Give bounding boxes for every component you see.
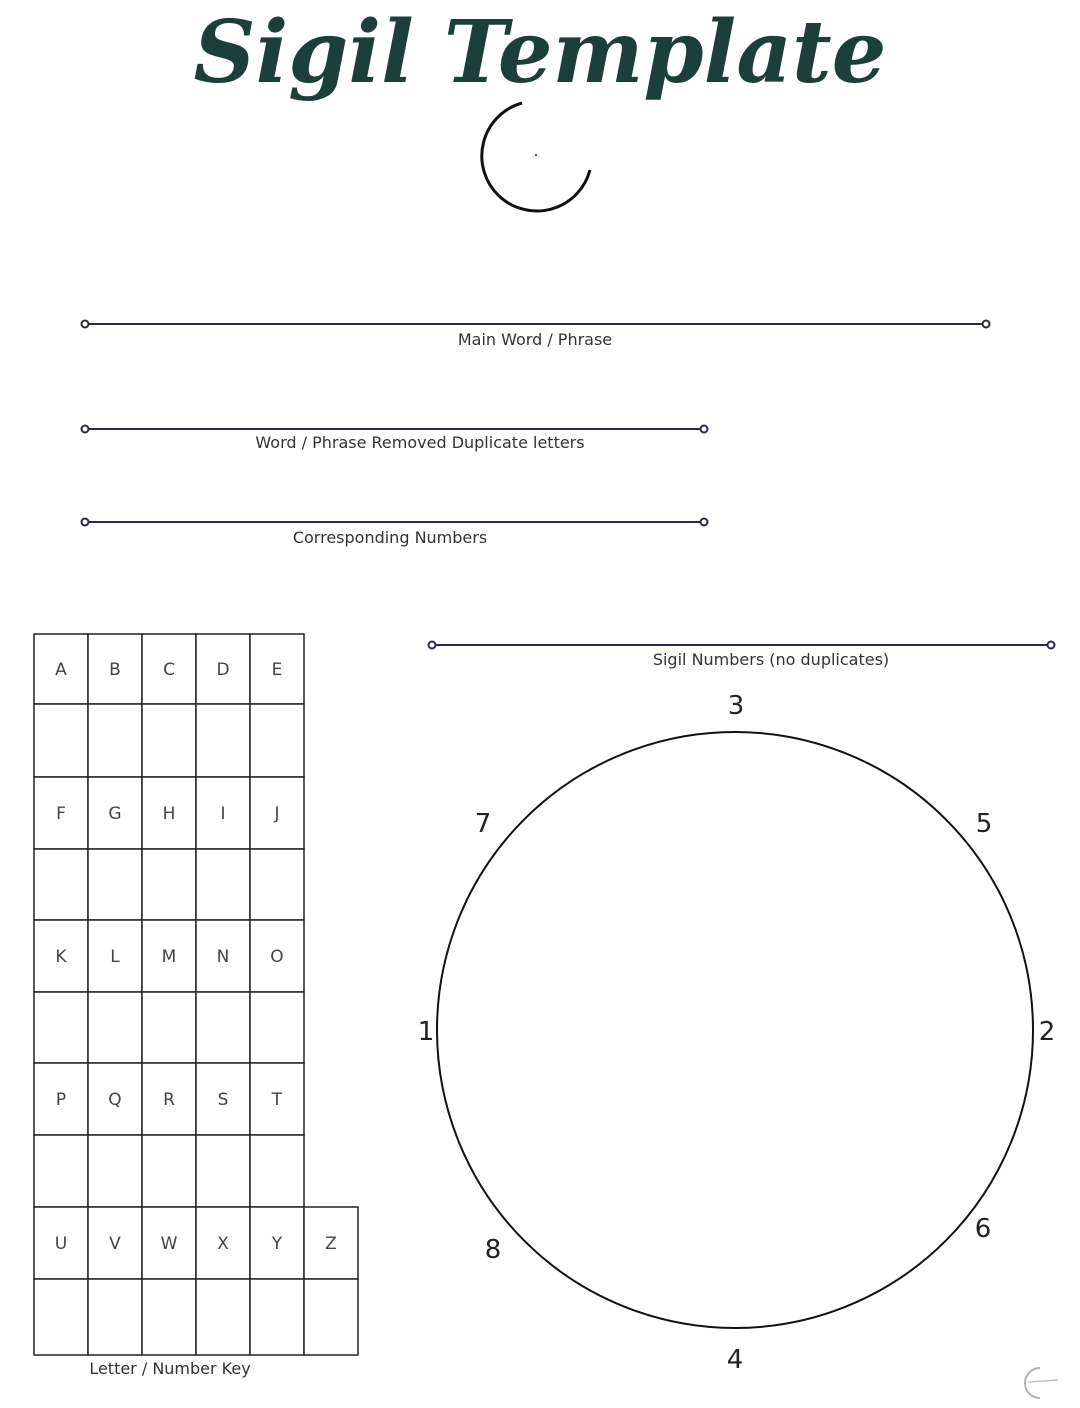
key-number-cell[interactable]: [142, 992, 196, 1063]
key-number-cell[interactable]: [250, 704, 304, 777]
letter-number-key-grid: [34, 634, 358, 1355]
key-letter: V: [109, 1234, 121, 1254]
main-phrase-line[interactable]: [82, 321, 990, 328]
key-letter: S: [217, 1090, 229, 1110]
key-letter: P: [55, 1090, 67, 1110]
key-letter: J: [274, 804, 280, 824]
key-number-cell[interactable]: [196, 1135, 250, 1207]
sigil-circle[interactable]: [437, 732, 1033, 1328]
key-letter: Q: [108, 1090, 122, 1110]
removed-duplicates-label: Word / Phrase Removed Duplicate letters: [255, 433, 585, 452]
sigil-numbers-line[interactable]: [429, 642, 1055, 649]
key-number-cell[interactable]: [34, 704, 88, 777]
key-number-cell[interactable]: [88, 992, 142, 1063]
circle-number-lower-left: 8: [484, 1235, 502, 1265]
circle-number-right: 2: [1038, 1017, 1056, 1047]
circle-number-lower-right: 6: [974, 1214, 992, 1244]
key-letter: W: [160, 1234, 178, 1254]
key-number-cell[interactable]: [34, 1135, 88, 1207]
key-number-cell[interactable]: [250, 992, 304, 1063]
circle-number-bottom: 4: [726, 1345, 744, 1375]
key-number-cell[interactable]: [88, 1279, 142, 1355]
key-letter: D: [216, 660, 230, 680]
key-letter: C: [163, 660, 175, 680]
key-number-cell[interactable]: [142, 1135, 196, 1207]
key-letter: L: [110, 947, 120, 967]
key-number-cell[interactable]: [250, 1279, 304, 1355]
key-letter: O: [270, 947, 284, 967]
key-number-cell[interactable]: [142, 1279, 196, 1355]
page-title: Sigil Template: [193, 2, 887, 103]
circle-number-left: 1: [417, 1017, 435, 1047]
key-letter: I: [220, 804, 226, 824]
key-number-cell[interactable]: [88, 849, 142, 920]
key-letter: Y: [271, 1234, 283, 1254]
moon-icon: [482, 103, 590, 211]
key-letter: G: [108, 804, 122, 824]
circle-number-top: 3: [727, 691, 745, 721]
circle-number-upper-right: 5: [975, 809, 993, 839]
key-letter: F: [56, 804, 66, 824]
key-number-cell[interactable]: [142, 849, 196, 920]
key-number-cell[interactable]: [250, 1135, 304, 1207]
key-letter: B: [109, 660, 121, 680]
key-number-cell[interactable]: [88, 1135, 142, 1207]
key-letter: N: [216, 947, 230, 967]
key-number-cell[interactable]: [196, 1279, 250, 1355]
main-phrase-label: Main Word / Phrase: [457, 330, 613, 349]
removed-duplicates-line[interactable]: [82, 426, 708, 433]
key-letter: K: [55, 947, 67, 967]
key-number-cell[interactable]: [250, 849, 304, 920]
key-letter: U: [54, 1234, 68, 1254]
key-number-cell[interactable]: [196, 992, 250, 1063]
key-letter: E: [271, 660, 283, 680]
key-number-cell[interactable]: [34, 849, 88, 920]
circle-number-upper-left: 7: [474, 809, 492, 839]
key-number-cell[interactable]: [196, 849, 250, 920]
key-letter: M: [161, 947, 177, 967]
key-letter: Z: [325, 1234, 337, 1254]
key-label: Letter / Number Key: [89, 1359, 251, 1378]
key-number-cell[interactable]: [304, 1279, 358, 1355]
key-letter: A: [55, 660, 67, 680]
key-letter: T: [271, 1090, 283, 1110]
key-number-cell[interactable]: [34, 1279, 88, 1355]
key-number-cell[interactable]: [34, 992, 88, 1063]
key-letter: R: [163, 1090, 175, 1110]
sigil-numbers-label: Sigil Numbers (no duplicates): [652, 650, 890, 669]
key-number-cell[interactable]: [196, 704, 250, 777]
key-letter: X: [217, 1234, 229, 1254]
brand-logo-icon: [1025, 1368, 1058, 1398]
corresponding-numbers-line[interactable]: [82, 519, 708, 526]
key-letter: H: [162, 804, 176, 824]
key-number-cell[interactable]: [142, 704, 196, 777]
key-number-cell[interactable]: [88, 704, 142, 777]
corresponding-numbers-label: Corresponding Numbers: [292, 528, 488, 547]
